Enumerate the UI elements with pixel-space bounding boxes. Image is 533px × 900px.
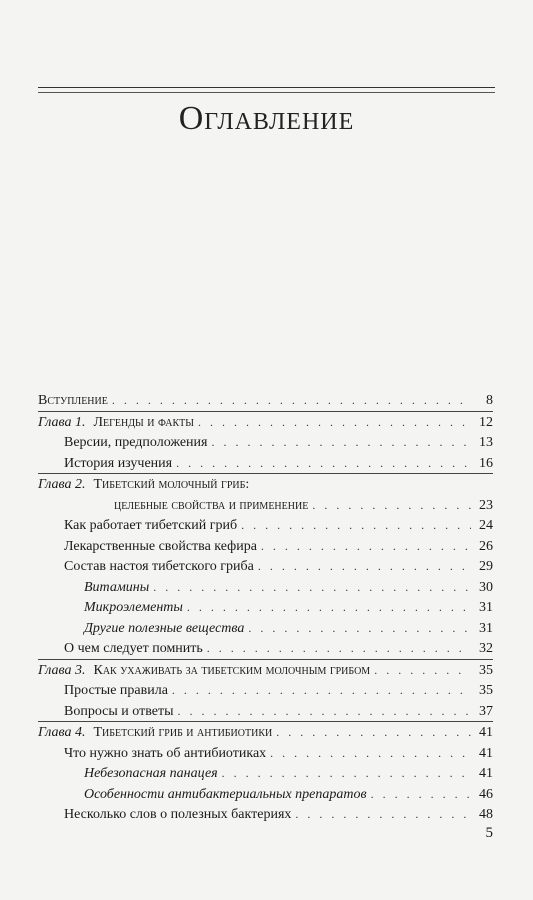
- toc-entry-text: Вступление: [38, 393, 108, 408]
- chapter-prefix: Глава 3.: [38, 662, 86, 678]
- toc-entry-label: [64, 639, 203, 660]
- leader-dots: [248, 618, 471, 639]
- toc-entry: [38, 453, 493, 474]
- toc-entry-label: [38, 723, 272, 744]
- toc-page-number: 24: [479, 518, 493, 533]
- toc-page-number: 8: [486, 393, 493, 408]
- toc-entry-label: [84, 764, 218, 785]
- toc-entry-label: [38, 661, 370, 682]
- toc-entry: [38, 659, 493, 681]
- toc-entry-text: целебные свойства и применение: [114, 497, 309, 513]
- toc-entry-text: Небезопасная панацея: [84, 766, 218, 781]
- toc-entry: [38, 556, 493, 577]
- toc-entry: [38, 597, 493, 618]
- toc-entry: [38, 743, 493, 764]
- toc-entry-text: Другие полезные вещества: [84, 620, 245, 636]
- toc-entry-label: [114, 496, 308, 517]
- top-rule-thin: [38, 92, 495, 93]
- toc-entry-label: [64, 805, 291, 826]
- chapter-prefix: Глава 4.: [38, 725, 86, 740]
- toc-page-number: 23: [479, 497, 493, 513]
- leader-dots: [178, 701, 472, 722]
- toc-page-number: 46: [479, 786, 493, 802]
- toc-entry-text: О чем следует помнить: [64, 641, 203, 656]
- toc-page-number: 12: [479, 414, 493, 430]
- leader-dots: [295, 804, 471, 825]
- toc-entry-text: Лекарственные свойства кефира: [64, 538, 257, 554]
- toc-entry: [38, 638, 493, 659]
- toc-entry-text: Микроэлементы: [84, 600, 183, 615]
- toc-entry-label: [84, 619, 244, 640]
- toc-entry-text: Особенности антибактериальных препаратов: [84, 786, 367, 802]
- toc-entry-text: Как ухаживать за тибетским молочным грибом: [93, 662, 371, 678]
- toc-entry-text: Тибетский гриб и антибиотики: [93, 725, 273, 740]
- top-rule: [38, 87, 495, 88]
- toc-entry: [38, 721, 493, 743]
- leader-dots: [312, 495, 471, 516]
- toc-page-number: 29: [479, 559, 493, 574]
- leader-dots: [198, 412, 471, 433]
- toc-entry-label: [64, 557, 254, 578]
- toc-entry-label: [38, 475, 249, 496]
- toc-entry: [38, 577, 493, 598]
- toc-entry-label: [64, 537, 257, 558]
- toc-entry: [38, 680, 493, 701]
- leader-dots: [258, 556, 471, 577]
- page-title: Оглавление: [178, 100, 355, 137]
- toc-entry: [38, 804, 493, 825]
- toc-entry-label: [64, 454, 172, 475]
- toc-page-number: 31: [479, 620, 493, 636]
- leader-dots: [153, 577, 471, 598]
- toc-entry: [38, 390, 493, 411]
- leader-dots: [172, 680, 471, 701]
- toc-entry: [38, 411, 493, 433]
- toc-entry: [38, 473, 493, 495]
- chapter-prefix: Глава 2.: [38, 477, 86, 492]
- leader-dots: [270, 743, 471, 764]
- leader-dots: [112, 390, 471, 411]
- toc-entry: [38, 763, 493, 784]
- toc-page-number: 48: [479, 807, 493, 822]
- leader-dots: [187, 597, 471, 618]
- toc-entry-text: Витамины: [84, 579, 150, 595]
- toc-entry-label: [84, 598, 183, 619]
- toc-entry: [38, 432, 493, 453]
- toc-entry: [38, 495, 493, 516]
- page-number: 5: [485, 825, 493, 841]
- toc-page-number: 35: [479, 662, 493, 678]
- toc-page-number: 32: [479, 641, 493, 656]
- leader-dots: [241, 515, 471, 536]
- chapter-prefix: Глава 1.: [38, 414, 86, 430]
- leader-dots: [374, 660, 471, 681]
- toc-entry-label: [64, 702, 174, 723]
- toc-page-number: 41: [479, 766, 493, 781]
- toc-entry: [38, 701, 493, 722]
- toc-page-number: 13: [479, 435, 493, 450]
- toc-entry-label: [64, 681, 168, 702]
- toc-entry-label: [64, 516, 237, 537]
- toc-entry-label: [84, 578, 149, 599]
- toc-entry-text: Вопросы и ответы: [64, 703, 174, 719]
- toc-page-number: 35: [479, 683, 493, 698]
- toc-entry-text: Состав настоя тибетского гриба: [64, 559, 254, 574]
- toc-page-number: 41: [479, 725, 493, 740]
- toc-entry-label: [64, 744, 266, 765]
- leader-dots: [207, 638, 471, 659]
- toc-page-number: 26: [479, 538, 493, 554]
- toc-entry-label: [64, 433, 207, 454]
- toc-entry-text: Как работает тибетский гриб: [64, 518, 238, 533]
- leader-dots: [176, 453, 471, 474]
- leader-dots: [261, 536, 471, 557]
- toc-entry-text: Простые правила: [64, 683, 168, 698]
- toc-page-number: 41: [479, 745, 493, 761]
- toc-page-number: 31: [479, 600, 493, 615]
- toc-page-number: 37: [479, 703, 493, 719]
- toc-page-number: 16: [479, 455, 493, 471]
- leader-dots: [276, 722, 471, 743]
- toc-entry-label: [38, 413, 194, 434]
- toc-entry-text: Что нужно знать об антибиотиках: [64, 745, 267, 761]
- toc-entry-text: Версии, предположения: [64, 435, 208, 450]
- toc-entry-text: История изучения: [64, 455, 173, 471]
- toc-entry-label: [84, 785, 367, 806]
- toc-entry-text: Тибетский молочный гриб:: [93, 477, 250, 492]
- leader-dots: [211, 432, 471, 453]
- toc-entry: [38, 515, 493, 536]
- toc-entry-text: Несколько слов о полезных бактериях: [64, 807, 292, 822]
- toc-entry-text: Легенды и факты: [93, 414, 194, 430]
- table-of-contents: [38, 390, 493, 825]
- toc-entry: [38, 618, 493, 639]
- toc-entry: [38, 536, 493, 557]
- toc-page-number: 30: [479, 579, 493, 595]
- toc-entry-label: [38, 391, 108, 412]
- leader-dots: [371, 784, 471, 805]
- toc-entry: [38, 784, 493, 805]
- leader-dots: [222, 763, 471, 784]
